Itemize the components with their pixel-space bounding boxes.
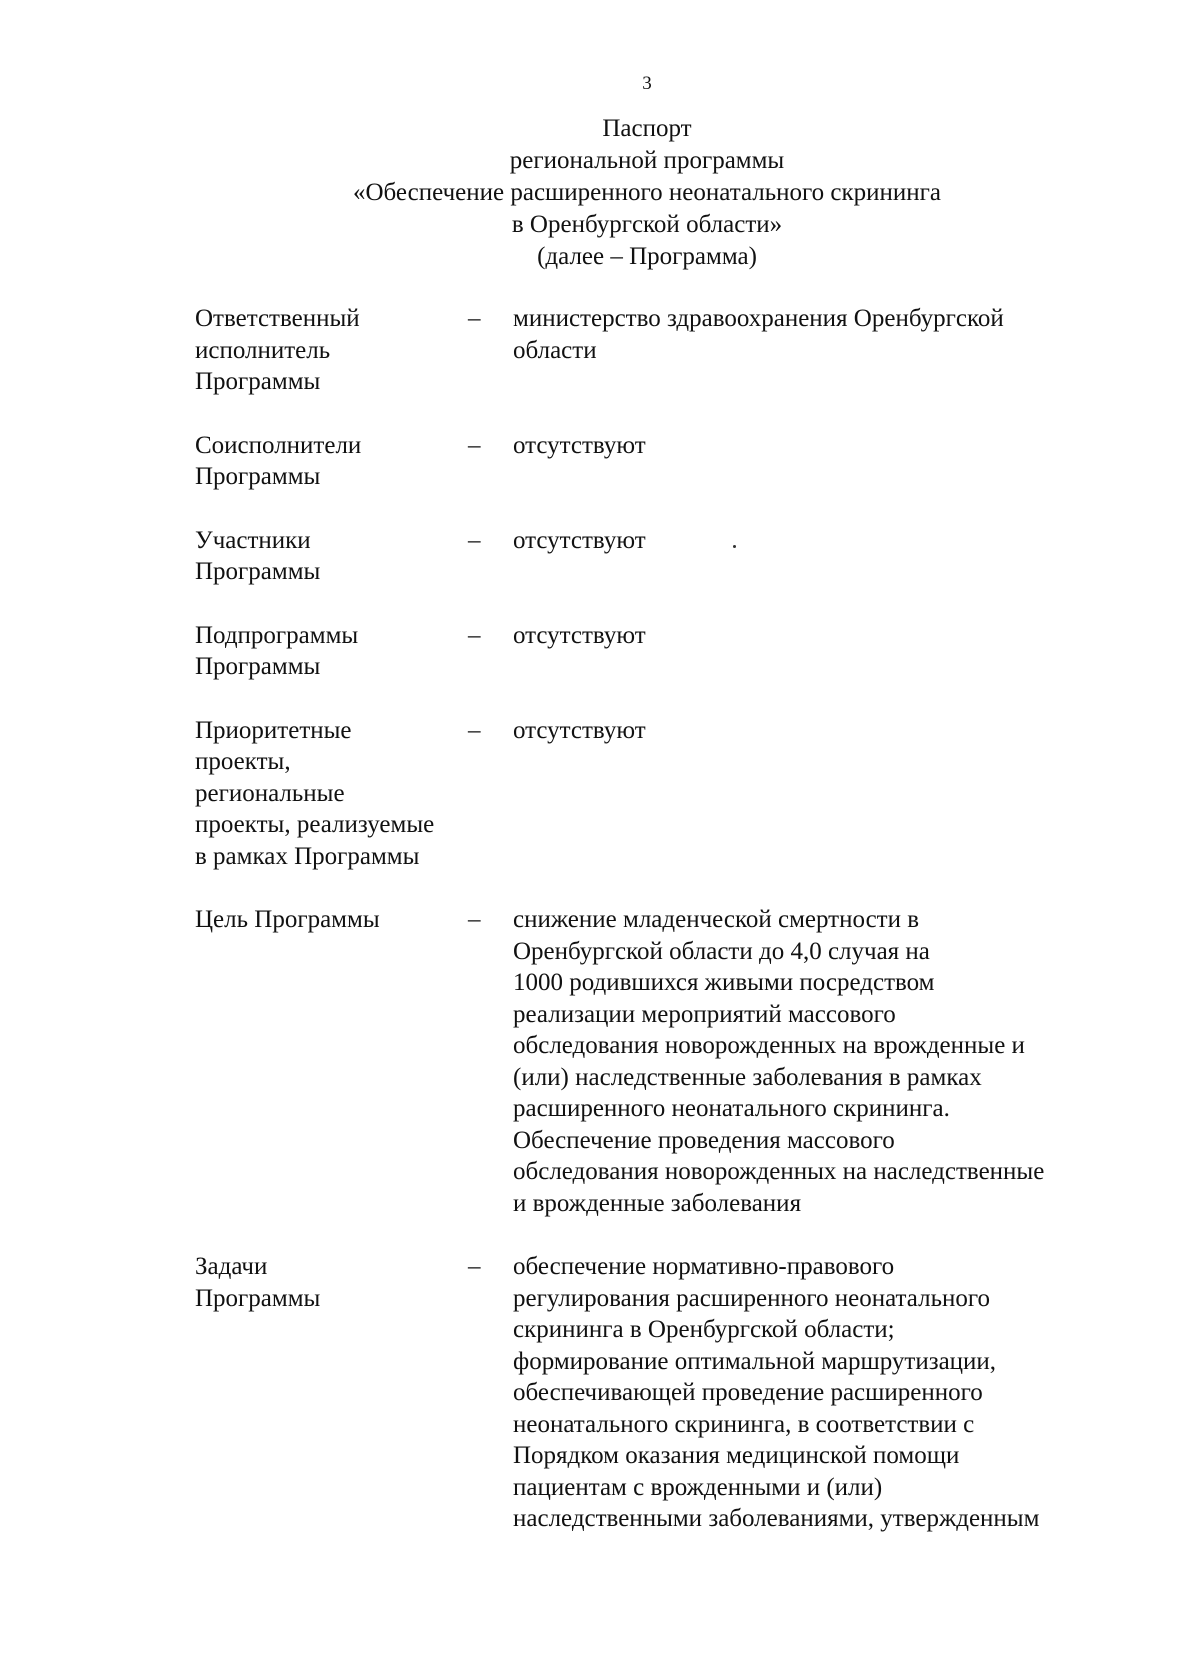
row-label: Цель Программы (195, 906, 380, 933)
row-label: Задачи Программы (195, 1253, 321, 1312)
row-dash: – (468, 526, 481, 554)
document-title (0, 113, 1200, 273)
row-value: обеспечение нормативно-правового регулирования расширенного неонатального скрининга в Оренбургской области; формирование оптимальной маршрутизации, обеспечивающей проведение расширенного неонатального скрининга, в соответствии с Порядком оказания медицинской помощи пациентам с врожденными и (или) наследственными заболеваниями, утвержденным (513, 1253, 1040, 1532)
title-line: «Обеспечение расширенного неонатального скрининга (352, 179, 942, 206)
passport-row-tasks (195, 1251, 1115, 1535)
title-line: в Оренбургской области» (511, 211, 783, 238)
page-number: 3 (642, 73, 652, 94)
row-dash: – (468, 305, 481, 332)
row-dash: – (468, 431, 481, 459)
row-value: отсутствуют (513, 621, 646, 649)
row-value: отсутствуют (513, 716, 646, 744)
row-label: Приоритетные проекты, региональные проекты, реализуемые в рамках Программы (195, 716, 435, 870)
passport-row-priority-projects (195, 715, 1115, 873)
passport-row-participants (195, 525, 1115, 588)
row-value: снижение младенческой смертности в Оренбургской области до 4,0 случая на 1000 родившихся живыми посредством реализации мероприятий массового обследования новорожденных на врожденные и (или) наследственные заболевания в рамках расширенного неонатального скрининга. Обеспечение проведения массового обследования новорожденных на наследственные и врожденные заболевания (513, 906, 1045, 1217)
row-label: Соисполнители Программы (195, 431, 362, 490)
row-dash: – (468, 621, 481, 649)
row-dash: – (468, 716, 481, 744)
title-line: Паспорт (602, 115, 692, 142)
passport-row-co-executors (195, 430, 1115, 493)
passport-table (195, 303, 1115, 1535)
row-value: отсутствуют (513, 526, 646, 554)
title-line: региональной программы (509, 147, 785, 174)
row-dash: – (468, 1253, 481, 1280)
row-dash: – (468, 906, 481, 933)
row-label: Подпрограммы Программы (195, 621, 359, 680)
passport-row-responsible-executor (195, 303, 1115, 398)
row-value: министерство здравоохранения Оренбургской области (513, 305, 1004, 364)
passport-row-subprograms (195, 620, 1115, 683)
row-label: Участники Программы (195, 526, 321, 585)
title-line: (далее – Программа) (537, 243, 757, 270)
passport-row-goal (195, 904, 1115, 1219)
row-label: Ответственный исполнитель Программы (195, 305, 360, 395)
scan-speck (733, 545, 736, 548)
row-value: отсутствуют (513, 431, 646, 459)
